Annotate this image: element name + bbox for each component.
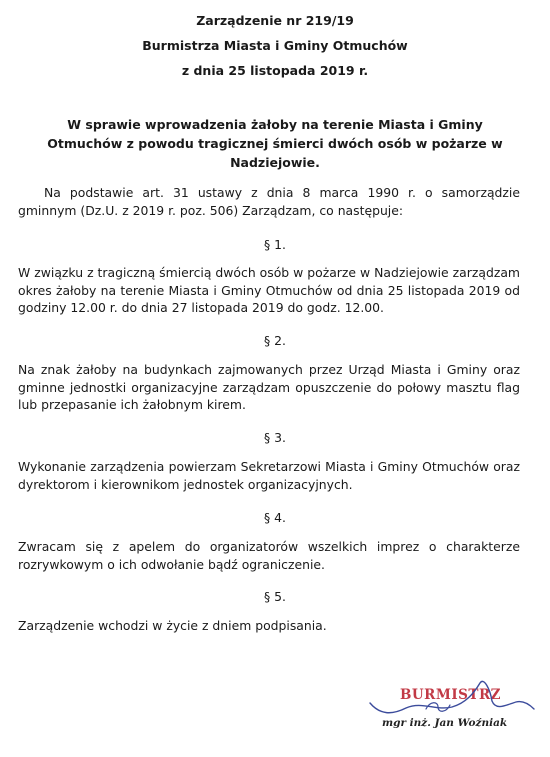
- section-2-heading: § 2.: [264, 333, 286, 348]
- section-4-text: Zwracam się z apelem do organizatorów wszelkich imprez o charakterze rozrywkowym o ich odwołanie bądź ograniczenie.: [18, 539, 520, 572]
- section-2-text: Na znak żałoby na budynkach zajmowanych przez Urząd Miasta i Gminy oraz gminne jednostki organizacyjne zarządzam opuszczenie do połowy masztu flag lub przepasanie ich żałobnym kirem.: [18, 362, 520, 412]
- section-3-text: Wykonanie zarządzenia powierzam Sekretarzowi Miasta i Gminy Otmuchów oraz dyrektorom i kierownikom jednostek organizacyjnych.: [18, 459, 520, 492]
- document-number: Zarządzenie nr 219/19: [196, 13, 354, 28]
- legal-basis-paragraph: Na podstawie art. 31 ustawy z dnia 8 marca 1990 r. o samorządzie gminnym (Dz.U. z 2019 r. poz. 506) Zarządzam, co następuje:: [18, 185, 520, 218]
- section-5-text: Zarządzenie wchodzi w życie z dniem podpisania.: [18, 618, 327, 633]
- document-issuer: Burmistrza Miasta i Gminy Otmuchów: [142, 38, 408, 53]
- handwritten-signature: [366, 675, 536, 739]
- document-subject: W sprawie wprowadzenia żałoby na terenie Miasta i Gminy Otmuchów z powodu tragicznej śmierci dwóch osób w pożarze w Nadziejowie.: [47, 117, 503, 170]
- mayor-stamp: [366, 675, 536, 739]
- section-1-text: W związku z tragiczną śmiercią dwóch osób w pożarze w Nadziejowie zarządzam okres żałoby na terenie Miasta i Gminy Otmuchów od dnia 25 listopada 2019 od godziny 12.00 r. do dnia 27 listopada 2019 do godz. 12.00.: [18, 265, 520, 315]
- document-date: z dnia 25 listopada 2019 r.: [181, 63, 369, 78]
- stamp-title: BURMISTRZ: [400, 687, 502, 703]
- section-1-heading: § 1.: [264, 237, 286, 252]
- signature-stroke: [370, 681, 534, 712]
- section-4-heading: § 4.: [264, 510, 286, 525]
- section-3-heading: § 3.: [264, 430, 286, 445]
- stamp-name: mgr inż. Jan Woźniak: [382, 717, 508, 729]
- section-5-heading: § 5.: [264, 589, 286, 604]
